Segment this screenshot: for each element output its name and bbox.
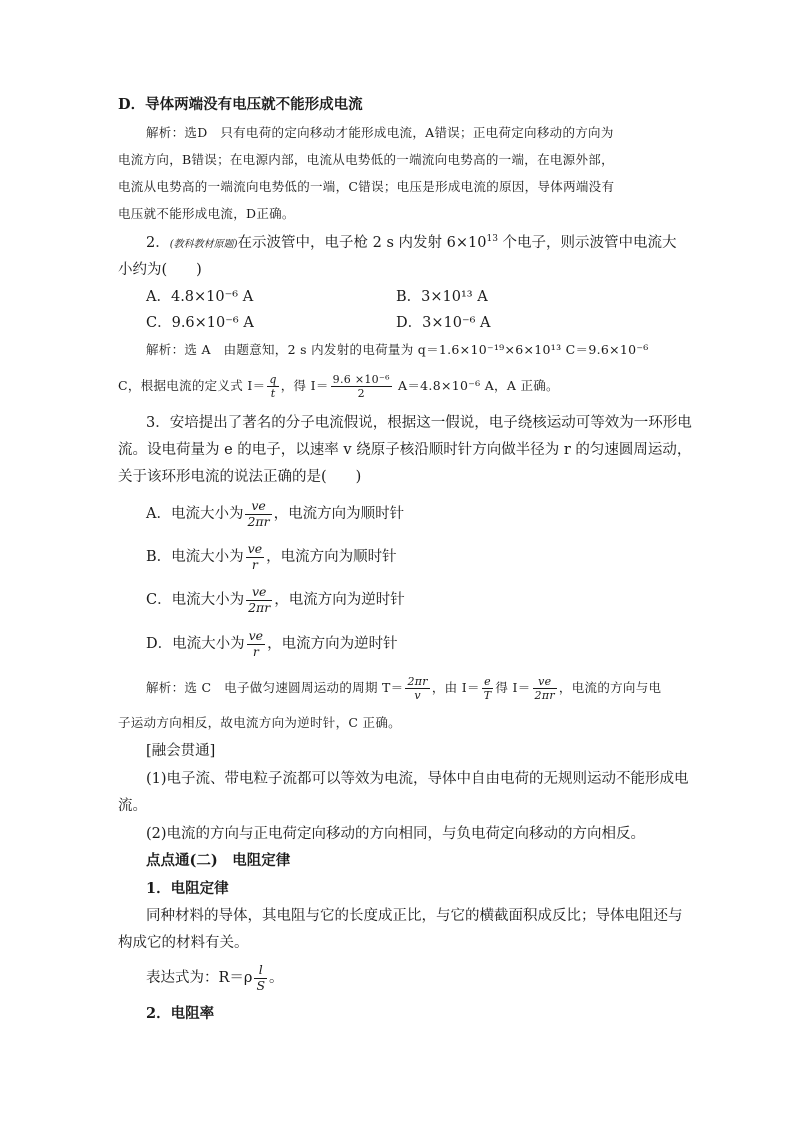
- q2-analysis-line-1: 解析：选 A 由题意知，2 s 内发射的电荷量为 q＝1.6×10⁻¹⁹×6×10¹³ C＝9.6×10⁻⁶: [146, 342, 649, 357]
- option-fraction: [246, 586, 272, 614]
- q3-analysis-line-2: 子运动方向相反，故电流方向为逆时针，C 正确。: [118, 715, 401, 730]
- fraction-denominator: t: [270, 387, 276, 400]
- q2-analysis-text-a: C，根据电流的定义式 I＝: [118, 378, 266, 393]
- fraction-numerator: 9.6 ×10⁻⁶: [332, 373, 390, 386]
- section-heading: 点点通(二) 电阻定律: [146, 852, 291, 869]
- formula-text: 表达式为：R＝ρ: [146, 970, 253, 986]
- q2-stem-line-1: [146, 232, 706, 256]
- q2-stem-line-2: 小约为( ): [118, 262, 202, 278]
- fraction-denominator: r: [251, 556, 258, 572]
- q1-analysis-line-4: 电压就不能形成电流，D正确。: [118, 206, 295, 221]
- fraction-denominator: 2πr: [248, 599, 271, 615]
- summary-point-1-line-2: 流。: [118, 798, 147, 814]
- q2-option-b: B．3×10¹³ A: [396, 289, 488, 305]
- q2-analysis-text-b: ，得 I＝: [280, 378, 329, 393]
- q3-stem-line-1: 3．安培提出了著名的分子电流假说，根据这一假说，电子绕核运动可等效为一环形电: [146, 415, 692, 431]
- summary-point-2: (2)电流的方向与正电荷定向移动的方向相同，与负电荷定向移动的方向相反。: [146, 826, 646, 842]
- option-fraction: [247, 630, 265, 658]
- q3-fraction-current: [533, 676, 557, 701]
- resistance-law-line-2: 构成它的材料有关。: [118, 935, 249, 951]
- fraction-denominator: v: [414, 689, 421, 702]
- q2-analysis-text-c: A＝4.8×10⁻⁶ A，A 正确。: [393, 378, 559, 393]
- fraction-numerator: q: [269, 373, 277, 386]
- fraction-numerator: ve: [248, 628, 264, 643]
- option-text: ，电流方向为顺时针: [266, 549, 397, 565]
- q3-analysis-line-1: [146, 670, 706, 706]
- q2-option-a: A．4.8×10⁻⁶ A: [146, 289, 254, 305]
- q3-analysis-text: ，电流的方向与电: [558, 680, 662, 695]
- fraction-denominator: 2πr: [247, 513, 270, 529]
- q3-option-b: [146, 539, 706, 575]
- q2-stem-exponent: 13: [486, 234, 498, 245]
- formula-fraction: [254, 964, 267, 992]
- q3-fraction-period: [405, 676, 429, 701]
- summary-heading: [融会贯通]: [146, 743, 216, 759]
- q1-analysis-line-1: 解析：选D 只有电荷的定向移动才能形成电流，A错误；正电荷定向移动的方向为: [146, 125, 614, 140]
- q2-fraction-q-over-t: [267, 374, 278, 399]
- option-text: ，电流方向为逆时针: [274, 592, 405, 608]
- fraction-denominator: 2: [357, 387, 365, 400]
- q2-source-tag: (教科教材原题): [169, 239, 238, 250]
- formula-text: 。: [269, 970, 284, 986]
- fraction-numerator: ve: [245, 500, 271, 515]
- q3-analysis-text: 得 I＝: [495, 680, 531, 695]
- option-text: ，电流方向为顺时针: [273, 506, 405, 522]
- option-text: ，电流方向为逆时针: [267, 636, 398, 652]
- q3-option-a: [146, 496, 706, 532]
- option-fraction: [246, 543, 264, 571]
- fraction-numerator: ve: [533, 676, 557, 689]
- q2-option-d: D．3×10⁻⁶ A: [396, 315, 491, 331]
- resistance-formula: [146, 958, 706, 998]
- q1-option-d: D．导体两端没有电压就不能形成电流: [118, 96, 363, 113]
- q2-stem-text: 在示波管中，电子枪 2 s 内发射 6×10: [237, 235, 487, 251]
- fraction-denominator: r: [252, 643, 259, 659]
- fraction-denominator: T: [483, 689, 492, 702]
- q2-analysis-line-2: [118, 366, 678, 406]
- subsection-heading-2: 2．电阻率: [146, 1005, 215, 1022]
- summary-point-1-line-1: (1)电子流、带电粒子流都可以等效为电流，导体中自由电荷的无规则运动不能形成电: [146, 771, 689, 787]
- fraction-numerator: 2πr: [407, 675, 428, 688]
- fraction-numerator: e: [482, 676, 494, 689]
- q3-option-c: [146, 582, 706, 618]
- q1-analysis-line-3: 电流从电势高的一端流向电势低的一端，C错误；电压是形成电流的原因，导体两端没有: [118, 179, 615, 194]
- fraction-numerator: ve: [247, 541, 263, 556]
- q3-fraction-e-over-t: [482, 676, 494, 701]
- fraction-denominator: 2πr: [534, 689, 555, 702]
- option-text: B．电流大小为: [146, 549, 244, 565]
- option-text: D．电流大小为: [146, 636, 245, 652]
- q3-stem-line-3: 关于该环形电流的说法正确的是( ): [118, 469, 362, 485]
- q3-stem-line-2: 流。设电荷量为 e 的电子，以速率 v 绕原子核沿顺时针方向做半径为 r 的匀速圆周运动，: [118, 442, 692, 458]
- option-fraction: [245, 500, 271, 528]
- q1-analysis-line-2: 电流方向，B错误；在电源内部，电流从电势低的一端流向电势高的一端，在电源外部，: [118, 152, 614, 167]
- q2-option-c: C．9.6×10⁻⁶ A: [146, 315, 254, 331]
- resistance-law-line-1: 同种材料的导体，其电阻与它的长度成正比，与它的横截面积成反比；导体电阻还与: [146, 908, 683, 924]
- fraction-denominator: S: [256, 977, 266, 993]
- fraction-numerator: l: [254, 964, 267, 979]
- q3-analysis-text: 解析：选 C 电子做匀速圆周运动的周期 T＝: [146, 680, 404, 695]
- q2-stem-text-b: 个电子，则示波管中电流大: [497, 235, 677, 251]
- q3-option-d: [146, 626, 706, 662]
- option-text: C．电流大小为: [146, 592, 245, 608]
- fraction-numerator: ve: [246, 586, 272, 601]
- subsection-heading-1: 1．电阻定律: [146, 880, 229, 897]
- q2-number: 2．: [146, 235, 170, 251]
- q2-fraction-value: [331, 374, 392, 399]
- option-text: A．电流大小为: [146, 506, 244, 522]
- q3-analysis-text: ，由 I＝: [431, 680, 480, 695]
